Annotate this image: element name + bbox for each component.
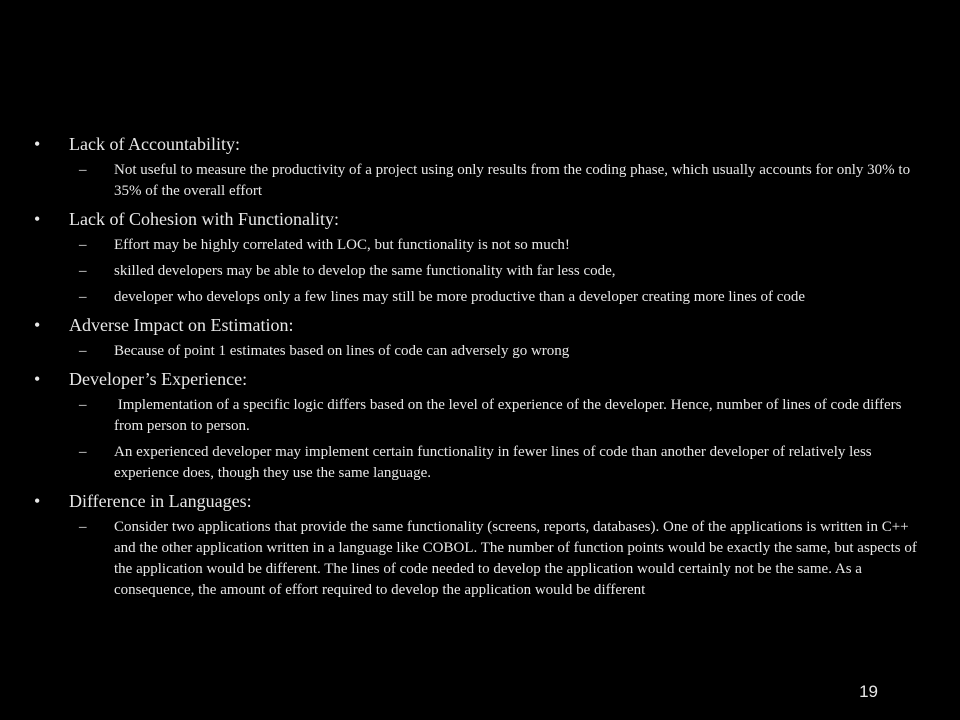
bullet-icon: •: [34, 134, 41, 154]
dash-icon: –: [79, 237, 87, 253]
sub-point: [79, 160, 934, 202]
sub-point: [79, 517, 934, 601]
dash-icon: –: [79, 397, 87, 413]
bullet-adverse-impact: [34, 314, 934, 336]
bullet-lack-of-accountability: [34, 133, 934, 155]
bullet-heading: Lack of Accountability:: [69, 134, 240, 154]
sub-point-text: developer who develops only a few lines may still be more productive than a developer creating more lines of code: [114, 289, 806, 305]
bullet-icon: •: [34, 369, 41, 389]
bullet-heading: Developer’s Experience:: [69, 369, 248, 389]
sub-point: [79, 235, 934, 256]
bullet-lack-of-cohesion: [34, 208, 934, 230]
sub-point-text: An experienced developer may implement certain functionality in fewer lines of code than another developer of relatively less experience does, though they use the same language.: [114, 444, 872, 481]
sub-point-text: Because of point 1 estimates based on lines of code can adversely go wrong: [114, 343, 570, 359]
bullet-heading: Difference in Languages:: [69, 491, 252, 511]
sub-point-text: Effort may be highly correlated with LOC, but functionality is not so much!: [114, 237, 570, 253]
bullet-icon: •: [34, 209, 41, 229]
sub-point-text: Consider two applications that provide the same functionality (screens, reports, databases). One of the applications is written in C++ and the other application written in a language like COBOL. The number of function points would be exactly the same, but aspects of the application would be different. The lines of code needed to develop the application would certainly not be the same. As a consequence, the amount of effort required to develop the application would be different: [114, 519, 917, 598]
bullet-icon: •: [34, 491, 41, 511]
sub-point-text: Not useful to measure the productivity of a project using only results from the coding phase, which usually accounts for only 30% to 35% of the overall effort: [114, 162, 911, 199]
slide-number: 19: [859, 682, 878, 701]
dash-icon: –: [79, 519, 87, 535]
dash-icon: –: [79, 263, 87, 279]
dash-icon: –: [79, 162, 87, 178]
dash-icon: –: [79, 343, 87, 359]
slide-body: [34, 133, 934, 606]
sub-point: [79, 287, 934, 308]
sub-point: [79, 442, 934, 484]
bullet-icon: •: [34, 315, 41, 335]
sub-point-text: skilled developers may be able to develop the same functionality with far less code,: [114, 263, 616, 279]
bullet-heading: Adverse Impact on Estimation:: [69, 315, 294, 335]
dash-icon: –: [79, 444, 87, 460]
bullet-heading: Lack of Cohesion with Functionality:: [69, 209, 339, 229]
bullet-difference-in-languages: [34, 490, 934, 512]
sub-point: [79, 261, 934, 282]
sub-point-text: Implementation of a specific logic differs based on the level of experience of the developer. Hence, number of lines of code differs from person to person.: [114, 397, 906, 434]
sub-point: [79, 395, 934, 437]
sub-point: [79, 341, 934, 362]
bullet-developers-experience: [34, 368, 934, 390]
dash-icon: –: [79, 289, 87, 305]
